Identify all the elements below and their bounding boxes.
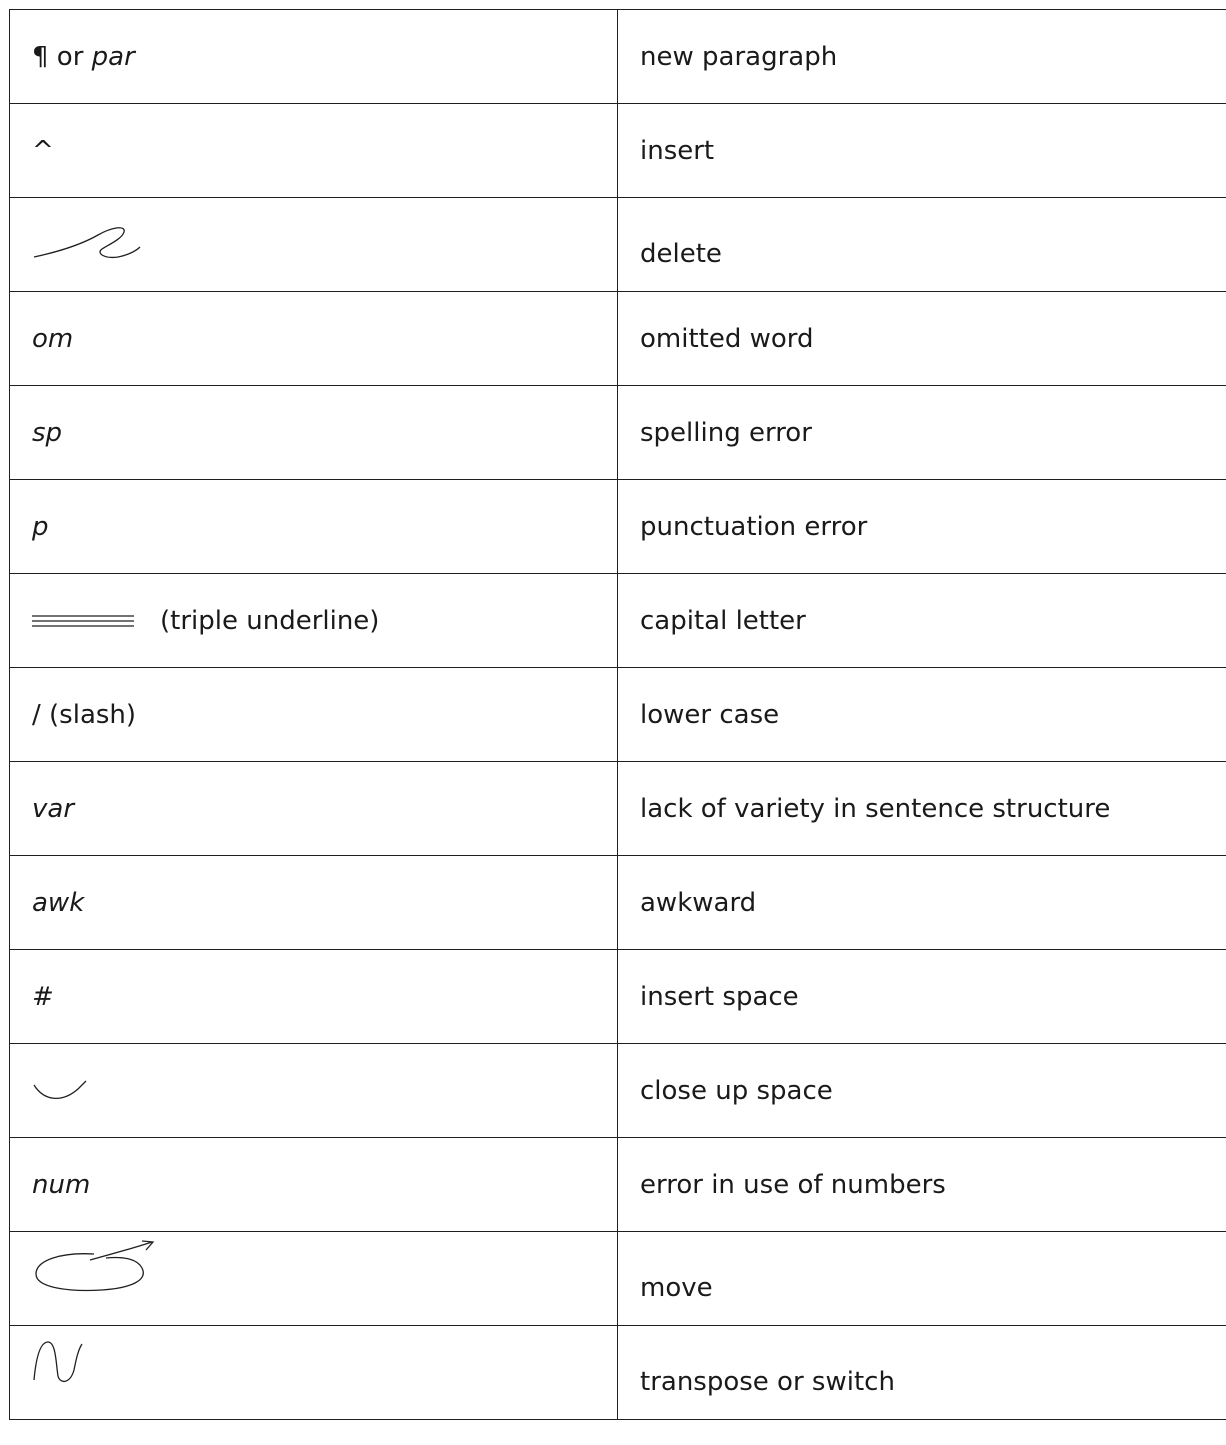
table-row [10, 762, 1226, 856]
table-row [10, 1326, 1226, 1420]
symbol-cell: ^ [10, 104, 618, 198]
meaning-cell: punctuation error [618, 480, 1226, 574]
symbol-text: ¶ or [32, 41, 92, 72]
symbol-cell [10, 574, 618, 668]
proofreading-marks-table [9, 9, 1226, 1420]
symbol-cell: # [10, 950, 618, 1044]
symbol-text: par [91, 41, 135, 72]
transpose-loop-icon [32, 1336, 88, 1384]
symbol-cell: num [10, 1138, 618, 1232]
meaning-cell: lower case [618, 668, 1226, 762]
meaning-cell: transpose or switch [618, 1326, 1226, 1420]
table-row [10, 386, 1226, 480]
close-up-space-icon [32, 1079, 92, 1103]
symbol-cell: var [10, 762, 618, 856]
meaning-cell: capital letter [618, 574, 1226, 668]
symbol-cell [10, 1232, 618, 1326]
meaning-cell: omitted word [618, 292, 1226, 386]
table-row [10, 668, 1226, 762]
symbol-note: (triple underline) [160, 605, 380, 636]
meaning-cell: insert space [618, 950, 1226, 1044]
meaning-cell: delete [618, 198, 1226, 292]
meaning-cell: spelling error [618, 386, 1226, 480]
meaning-cell: lack of variety in sentence structure [618, 762, 1226, 856]
meaning-cell: error in use of numbers [618, 1138, 1226, 1232]
meaning-cell: close up space [618, 1044, 1226, 1138]
table-row [10, 1138, 1226, 1232]
symbol-cell: sp [10, 386, 618, 480]
move-circle-arrow-icon [32, 1240, 160, 1298]
table-row [10, 292, 1226, 386]
symbol-cell [10, 1326, 618, 1420]
symbol-cell: awk [10, 856, 618, 950]
triple-underline-icon [32, 614, 134, 628]
meaning-cell: new paragraph [618, 10, 1226, 104]
table-row [10, 1232, 1226, 1326]
table-row [10, 198, 1226, 292]
meaning-cell: awkward [618, 856, 1226, 950]
table-row [10, 1044, 1226, 1138]
symbol-cell: om [10, 292, 618, 386]
meaning-cell: move [618, 1232, 1226, 1326]
table-row [10, 574, 1226, 668]
symbol-cell [10, 1044, 618, 1138]
delete-mark-icon [32, 225, 142, 265]
symbol-cell [10, 10, 618, 104]
table-row [10, 950, 1226, 1044]
meaning-cell: insert [618, 104, 1226, 198]
table-row [10, 104, 1226, 198]
table-row [10, 10, 1226, 104]
symbol-cell [10, 198, 618, 292]
symbol-cell: / (slash) [10, 668, 618, 762]
table-row [10, 856, 1226, 950]
symbol-cell: p [10, 480, 618, 574]
table-row [10, 480, 1226, 574]
